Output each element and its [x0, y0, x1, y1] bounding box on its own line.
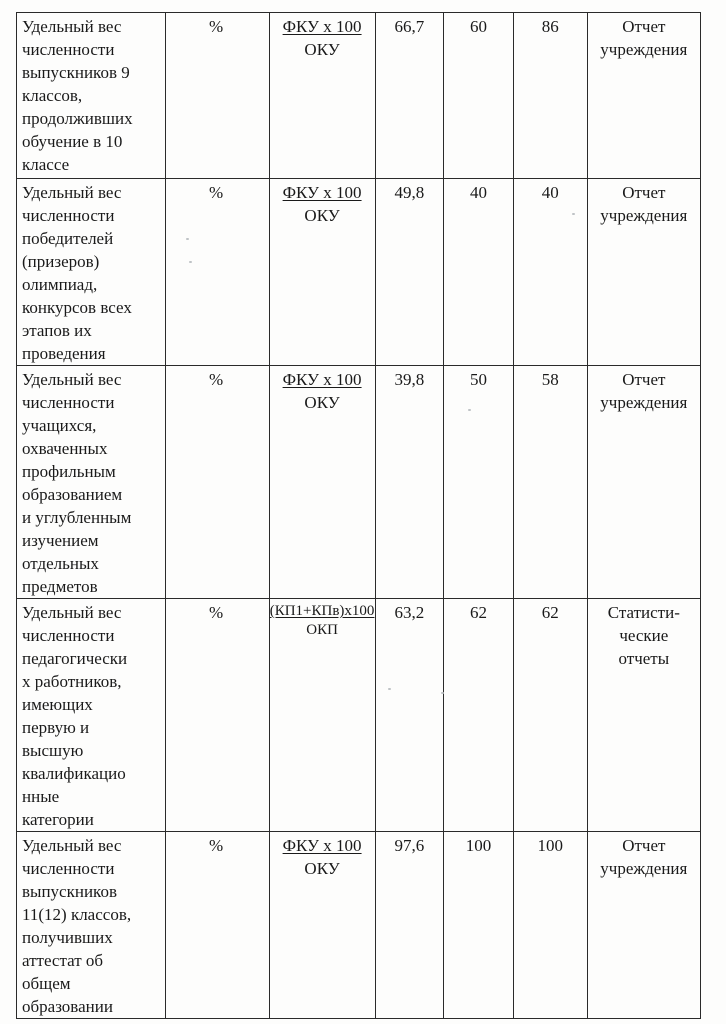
value-2: 40	[470, 183, 487, 202]
source-cell	[587, 366, 700, 599]
scan-speck	[186, 238, 189, 240]
indicator-name: Удельный вес численности победителей (призеров) олимпиад, конкурсов всех этапов их проведения	[22, 183, 132, 363]
formula	[270, 601, 375, 639]
value-1: 63,2	[394, 603, 425, 622]
formula-denominator: ОКУ	[304, 40, 340, 59]
unit-cell	[165, 366, 269, 599]
value-3: 100	[537, 836, 563, 855]
value-cell	[444, 599, 514, 832]
value-2: 60	[470, 17, 487, 36]
source-cell	[587, 599, 700, 832]
value-2: 62	[470, 603, 487, 622]
value-cell	[444, 832, 514, 1019]
formula-numerator: ФКУ х 100	[282, 370, 362, 389]
value-2: 50	[470, 370, 487, 389]
value-cell	[513, 599, 587, 832]
value-2: 100	[465, 836, 492, 855]
value-cell	[513, 832, 587, 1019]
value-cell	[513, 13, 587, 179]
formula-numerator: ФКУ х 100	[282, 836, 362, 855]
table-row	[17, 832, 701, 1019]
value-1: 66,7	[394, 17, 425, 36]
formula	[270, 181, 375, 227]
formula	[270, 15, 375, 61]
value-3: 40	[541, 183, 559, 202]
formula-denominator: ОКП	[306, 622, 338, 638]
source-cell	[587, 13, 700, 179]
value-cell	[375, 13, 444, 179]
value-cell	[513, 179, 587, 366]
formula-numerator: ФКУ х 100	[282, 183, 362, 202]
unit-label: %	[209, 836, 224, 855]
value-cell	[444, 13, 514, 179]
table-row	[17, 13, 701, 179]
value-3: 86	[541, 17, 559, 36]
value-3: 58	[541, 370, 559, 389]
value-1: 49,8	[394, 183, 425, 202]
table-row	[17, 179, 701, 366]
unit-label: %	[209, 370, 224, 389]
value-1: 97,6	[394, 836, 425, 855]
data-source: Отчет учреждения	[600, 370, 688, 412]
unit-label: %	[209, 603, 224, 622]
value-cell	[375, 179, 444, 366]
scan-speck	[441, 692, 444, 694]
scan-speck	[468, 409, 471, 411]
formula-cell	[269, 13, 375, 179]
source-cell	[587, 832, 700, 1019]
formula-cell	[269, 179, 375, 366]
unit-cell	[165, 832, 269, 1019]
unit-cell	[165, 179, 269, 366]
formula	[270, 834, 375, 880]
unit-label: %	[209, 183, 224, 202]
source-cell	[587, 179, 700, 366]
value-cell	[444, 179, 514, 366]
indicators-table	[16, 12, 701, 1019]
data-source: Отчет учреждения	[600, 836, 688, 878]
indicator-name-cell	[17, 366, 166, 599]
formula-cell	[269, 599, 375, 832]
scan-speck	[189, 261, 192, 263]
formula-denominator: ОКУ	[304, 859, 340, 878]
indicator-name-cell	[17, 179, 166, 366]
data-source: Отчет учреждения	[600, 17, 688, 59]
formula	[270, 368, 375, 414]
formula-numerator: ФКУ х 100	[282, 17, 362, 36]
formula-numerator: (КП1+КПв)х100	[269, 603, 375, 619]
value-3: 62	[541, 603, 559, 622]
value-cell	[375, 366, 444, 599]
table-row	[17, 599, 701, 832]
scan-speck	[388, 688, 391, 690]
value-cell	[444, 366, 514, 599]
formula-cell	[269, 832, 375, 1019]
data-source: Статисти- ческие отчеты	[607, 603, 680, 668]
scan-speck	[572, 213, 575, 215]
value-cell	[375, 832, 444, 1019]
indicator-name-cell	[17, 599, 166, 832]
indicator-name-cell	[17, 13, 166, 179]
value-1: 39,8	[394, 370, 425, 389]
indicator-name: Удельный вес численности педагогически х работников, имеющих первую и высшую квалификацио нные категории	[22, 603, 128, 829]
unit-label: %	[209, 17, 224, 36]
value-cell	[513, 366, 587, 599]
indicator-name-cell	[17, 832, 166, 1019]
formula-cell	[269, 366, 375, 599]
indicator-name: Удельный вес численности выпускников 11(12) классов, получивших аттестат об общем образовании	[22, 836, 132, 1016]
unit-cell	[165, 599, 269, 832]
formula-denominator: ОКУ	[304, 393, 340, 412]
indicator-name: Удельный вес численности учащихся, охваченных профильным образованием и углубленным изучением отдельных предметов	[22, 370, 132, 596]
table-row	[17, 366, 701, 599]
indicator-name: Удельный вес численности выпускников 9 классов, продолживших обучение в 10 классе	[22, 17, 133, 174]
formula-denominator: ОКУ	[304, 206, 340, 225]
value-cell	[375, 599, 444, 832]
unit-cell	[165, 13, 269, 179]
data-source: Отчет учреждения	[600, 183, 688, 225]
